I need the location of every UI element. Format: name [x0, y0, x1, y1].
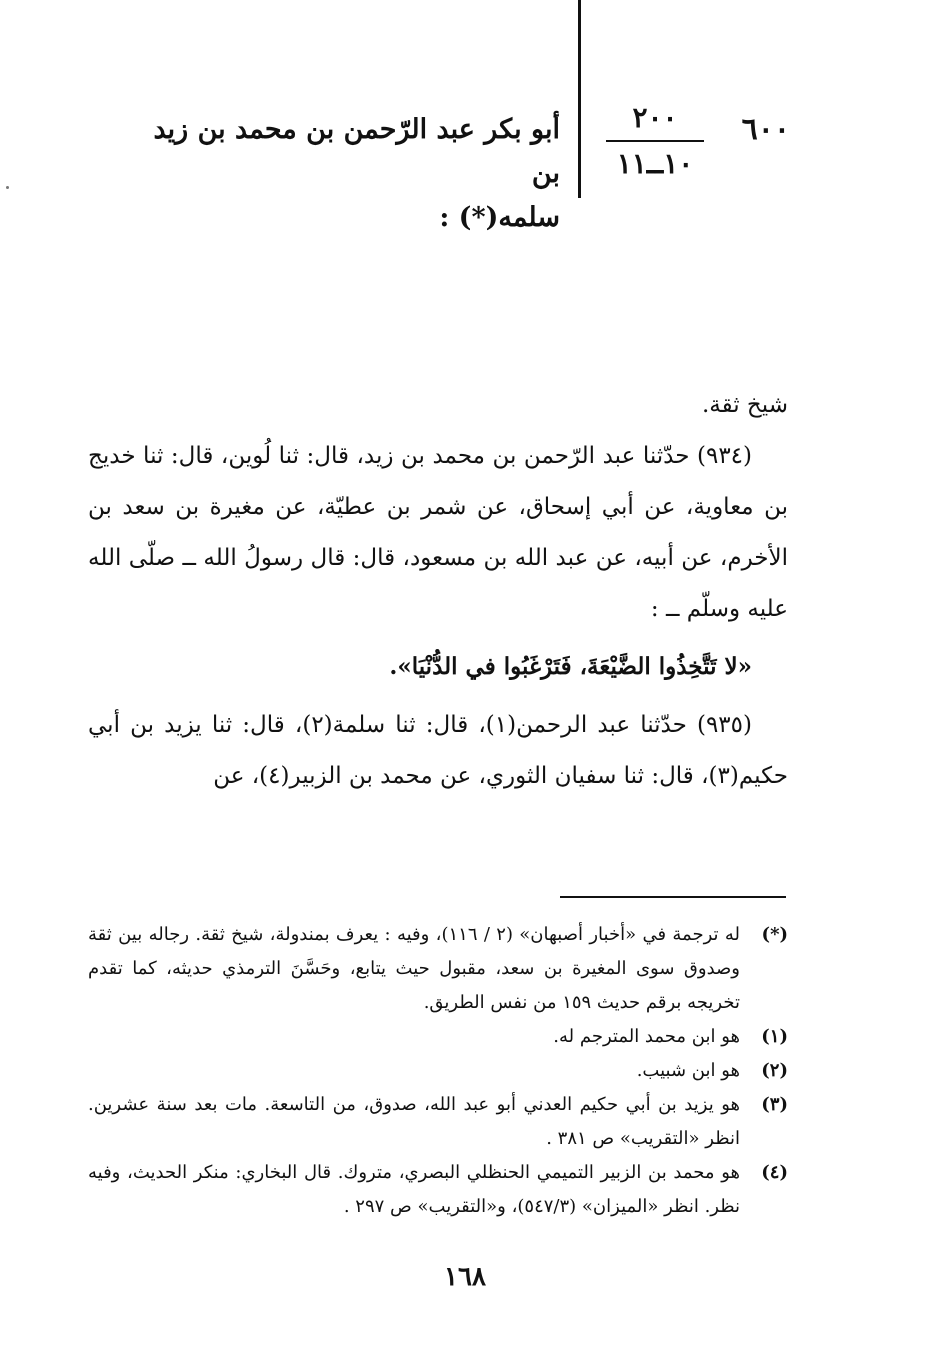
footnote-text: هو محمد بن الزبير التميمي الحنظلي البصري، متروك. قال البخاري: منكر الحديث، وفيه نظر. انظر «الميزان» (٥٤٧/٣)، و«التقريب» ص ٢٩٧ .	[88, 1162, 740, 1217]
hadith-935: (٩٣٥) حدّثنا عبد الرحمن(١)، قال: ثنا سلمة(٢)، قال: ثنا يزيد بن أبي حكيم(٣)، قال: ثنا سفيان الثوري، عن محمد بن الزبير(٤)، عن	[88, 712, 788, 789]
hadith-934: (٩٣٤) حدّثنا عبد الرّحمن بن محمد بن زيد، قال: ثنا لُوين، قال: ثنا خديج بن معاوية، عن أبي إسحاق، عن شمر بن عطيّة، عن مغيرة بن سعد بن الأخرم، عن أبيه، عن عبد الله بن مسعود، قال: قال رسولُ الله ــ صلّى الله عليه وسلّم ــ :	[88, 443, 788, 622]
page-number: ١٦٨	[444, 1262, 486, 1292]
fraction-numerator: ٢٠٠	[632, 101, 678, 134]
scan-speck	[6, 186, 9, 189]
footnote	[88, 1054, 788, 1088]
header-fraction	[600, 100, 710, 182]
entry-title-line1: أبو بكر عبد الرّحمن بن محمد بن زيد بن	[153, 114, 560, 189]
footnote	[88, 1020, 788, 1054]
footnote-marker: (*)	[761, 924, 788, 945]
fraction-bar	[606, 140, 704, 142]
footnote-marker: (٢)	[761, 1060, 788, 1081]
footnote-text: له ترجمة في «أخبار أصبهان» (٢ / ١١٦)، وفيه : يعرف بمندولة، شيخ ثقة. رجاله بين ثقة وصدوق سوى المغيرة بن سعد، مقبول حيث يتابع، وحَسَّنَ الترمذي حديثه، كما تقدم تخريجه برقم حديث ١٥٩ من نفس الطريق.	[88, 924, 740, 1013]
footnote-marker: (٣)	[761, 1094, 788, 1115]
footnote	[88, 1156, 788, 1224]
entry-title-line2: سلمه(*) :	[439, 202, 560, 233]
footnote-marker: (٤)	[761, 1162, 788, 1183]
footnote-marker: (١)	[761, 1026, 788, 1047]
entry-number: ٦٠٠	[741, 112, 790, 147]
footnote-text: هو ابن محمد المترجم له.	[553, 1026, 740, 1047]
header-vertical-rule	[578, 0, 581, 198]
entry-title	[120, 108, 560, 240]
main-text	[88, 380, 788, 802]
footnote	[88, 1088, 788, 1156]
footnotes	[88, 918, 788, 1224]
footnote	[88, 918, 788, 1020]
footnote-text: هو يزيد بن أبي حكيم العدني أبو عبد الله، صدوق، من التاسعة. مات بعد سنة عشرين. انظر «التقريب» ص ٣٨١ .	[88, 1094, 740, 1149]
footnote-text: هو ابن شبيب.	[636, 1060, 740, 1081]
fraction-denominator: ١٠ــ١١	[616, 147, 694, 180]
footnote-separator	[560, 896, 786, 898]
narrator-grade: شيخ ثقة.	[701, 392, 788, 418]
hadith-quote: «لا تَتَّخِذُوا الضَّيْعَةَ، فَتَرْغَبُوا في الدُّنْيَا».	[389, 653, 752, 680]
